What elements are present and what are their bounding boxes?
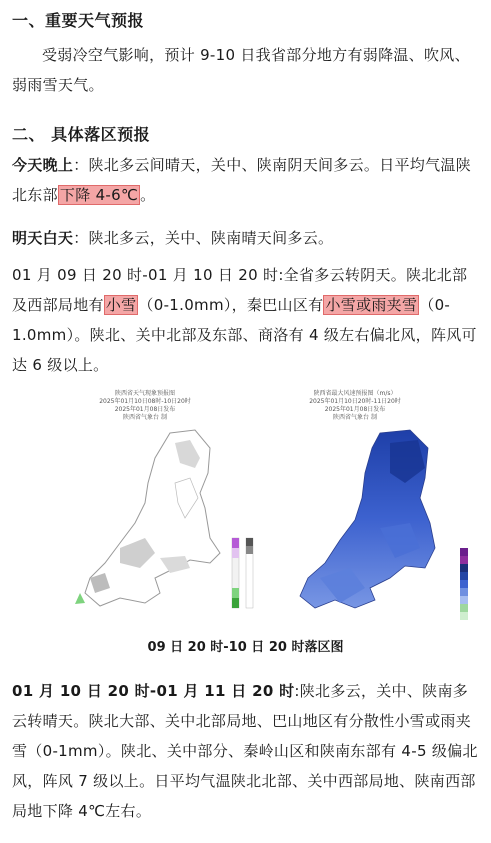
- section1-heading: 一、重要天气预报: [12, 11, 145, 30]
- tonight-highlight: 下降 4-6℃: [59, 186, 139, 204]
- period1-text-c: （0-1.0mm）。陕北、关中北部及东部、商洛有 4 级左右偏北风，阵风可达 6 级以上。: [12, 296, 477, 374]
- section1-body: 受弱冷空气影响，预计 9-10 日我省部分地方有弱降温、吹风、弱雨雪天气。: [12, 46, 470, 94]
- right-map-titles: [290, 390, 420, 422]
- tonight-text: ：陕北多云间晴天，关中、陕南阴天间多云。日平均气温陕北东部: [12, 156, 472, 204]
- maps-caption: 09 日 20 时-10 日 20 时落区图: [147, 640, 344, 655]
- left-map-title: 陕西省天气现象预报图: [114, 390, 175, 397]
- tonight-end: 。: [140, 186, 156, 204]
- tomorrow-text: ：陕北多云，关中、陕南晴天间多云。: [73, 229, 334, 247]
- period1-highlight-snow: 小雪: [105, 296, 137, 314]
- section2-heading: 二、 具体落区预报: [12, 125, 151, 144]
- tonight-label: 今天晚上: [12, 156, 74, 174]
- left-map-agency: 陕西省气象台 制: [123, 414, 167, 421]
- right-map-period: 2025年01月10日20时-11日20时: [309, 398, 401, 405]
- period2-paragraph: [12, 676, 482, 826]
- tonight-paragraph: [12, 150, 482, 210]
- right-map-issued: 2025年01月08日发布: [324, 406, 386, 413]
- left-map-issued: 2025年01月08日发布: [114, 406, 176, 413]
- period1-text-a: :全省多云转阴天。陕北北部及西部局地有: [12, 266, 468, 314]
- max-wind-speed-map: [280, 428, 480, 628]
- period1-label: 01 月 09 日 20 时-01 月 10 日 20 时: [12, 266, 279, 284]
- right-map-title: 陕西省最大风速预报图（m/s）: [313, 390, 397, 397]
- period2-text: :陕北多云，关中、陕南多云转晴天。陕北大部、关中北部局地、巴山地区有分散性小雪或雨夹雪（0-1mm）。陕北、关中部分、秦岭山区和陕南东部有 4-5 级偏北风，阵风 7 级以上。日平均气温陕北北部、关中西部局地、陕南西部局地下降 4℃左右。: [12, 682, 478, 820]
- left-map-titles: [90, 390, 200, 422]
- period1-paragraph: [12, 260, 482, 380]
- forecast-maps: [60, 388, 480, 628]
- tomorrow-paragraph: [12, 223, 482, 253]
- left-map-period: 2025年01月10日08时-10日20时: [99, 398, 191, 405]
- period1-highlight-sleet: 小雪或雨夹雪: [325, 296, 418, 314]
- tomorrow-label: 明天白天: [12, 229, 74, 247]
- period2-label: 01 月 10 日 20 时-01 月 11 日 20 时: [12, 682, 295, 700]
- period1-text-b: （0-1.0mm），秦巴山区有: [138, 296, 324, 314]
- weather-phenomena-map: [60, 428, 270, 628]
- right-map-agency: 陕西省气象台 制: [333, 414, 377, 421]
